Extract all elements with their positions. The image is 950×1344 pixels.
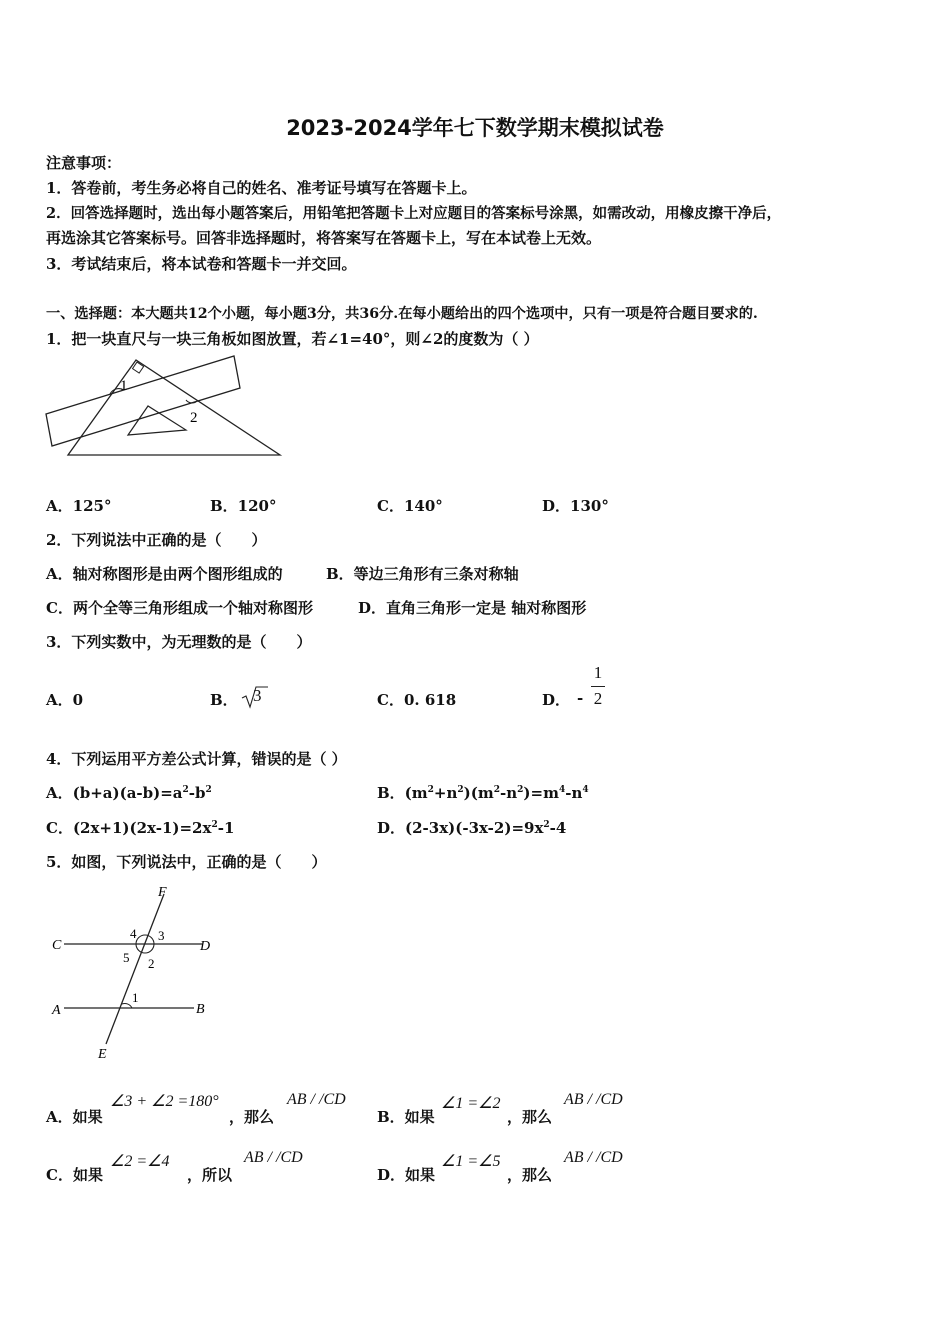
q5-option-d-label: D．如果 [377, 1166, 436, 1184]
q4-b-1: +n [433, 784, 458, 802]
angle-3-label: 3 [158, 928, 165, 943]
q5-option-a-label: A．如果 [46, 1108, 103, 1126]
q3-option-d-label: D． [542, 691, 571, 709]
parallel-lines-figure [44, 882, 224, 1067]
exponent: 2 [205, 785, 212, 795]
q4-a-mid: -b [188, 784, 206, 802]
question-2-stem: 2．下列说法中正确的是（ ） [46, 531, 267, 549]
q5-option-b-conclusion: AB / /CD [564, 1091, 623, 1108]
label-a: A [52, 1003, 61, 1018]
q3-option-c: C．0. 618 [377, 691, 457, 709]
question-4-stem: 4．下列运用平方差公式计算，错误的是（ ） [46, 750, 347, 768]
q4-d-post: -4 [549, 819, 567, 837]
exponent: 2 [493, 785, 501, 795]
q5-option-b-label: B．如果 [377, 1108, 435, 1126]
angle-2-label: 2 [148, 956, 155, 971]
fraction-bar [591, 686, 605, 687]
q4-c-pre: C．(2x+1)(2x-1)=2x [46, 819, 212, 837]
ruler-triangle-figure [40, 350, 290, 465]
q4-b-5: -n [565, 784, 583, 802]
q2-option-a: A．轴对称图形是由两个图形组成的 [46, 565, 283, 583]
q5-option-c-condition: ∠2 =∠4 [110, 1153, 170, 1170]
q5-option-d-then: ，那么 [507, 1166, 553, 1184]
q4-b-2: )(m [463, 784, 494, 802]
fraction-numerator: 1 [593, 663, 603, 682]
angle-4-label: 4 [130, 926, 137, 941]
q3-option-a: A．0 [46, 691, 84, 709]
exponent: 4 [558, 785, 566, 795]
exponent: 2 [211, 820, 218, 830]
q4-option-c [46, 817, 234, 838]
question-5-stem: 5．如图，下列说法中，正确的是（ ） [46, 853, 327, 871]
exponent: 4 [582, 785, 589, 795]
q4-b-4: )=m [523, 784, 559, 802]
exponent: 2 [543, 820, 550, 830]
q3-option-b-label: B． [210, 691, 238, 709]
label-e: E [98, 1047, 107, 1062]
exponent: 2 [457, 785, 464, 795]
notice-item-2a: 2．回答选择题时，选出每小题答案后，用铅笔把答题卡上对应题目的答案标号涂黑，如需改动，用橡皮擦干净后， [46, 205, 782, 222]
label-d: D [200, 939, 211, 954]
sqrt-radicand: 3 [253, 686, 262, 705]
label-f: F [158, 885, 167, 900]
exponent: 2 [182, 785, 189, 795]
q5-option-a-condition: ∠3 + ∠2 =180° [110, 1093, 219, 1110]
exponent: 2 [517, 785, 524, 795]
q1-option-d: D．130° [542, 497, 609, 515]
angle-1-label: 1 [120, 378, 128, 394]
question-3-stem: 3．下列实数中，为无理数的是（ ） [46, 633, 312, 651]
q5-option-a-conclusion: AB / /CD [287, 1091, 346, 1108]
q4-option-d [377, 817, 566, 838]
q1-option-b: B．120° [210, 497, 277, 515]
q2-option-b: B．等边三角形有三条对称轴 [326, 565, 519, 583]
question-1-stem: 1．把一块直尺与一块三角板如图放置，若∠1=40°，则∠2的度数为（ ） [46, 330, 539, 348]
exponent: 2 [427, 785, 434, 795]
q1-option-c: C．140° [377, 497, 443, 515]
page-title: 2023-2024学年七下数学期末模拟试卷 [286, 116, 664, 140]
notice-heading: 注意事项： [46, 154, 122, 172]
q4-c-post: -1 [217, 819, 235, 837]
angle-1-label: 1 [132, 990, 139, 1005]
q2-option-d: D．直角三角形一定是 轴对称图形 [358, 599, 587, 617]
q5-option-b-condition: ∠1 =∠2 [441, 1095, 501, 1112]
label-b: B [196, 1002, 205, 1017]
q5-option-d-conclusion: AB / /CD [564, 1149, 623, 1166]
q5-option-d-condition: ∠1 =∠5 [441, 1153, 501, 1170]
q4-option-b [377, 782, 589, 803]
q1-option-a: A．125° [46, 497, 112, 515]
section-heading: 一、选择题：本大题共12个小题，每小题3分，共36分.在每小题给出的四个选项中，只有一项是符合题目要求的. [46, 306, 758, 322]
angle-2-label: 2 [190, 410, 198, 426]
label-c: C [52, 938, 62, 953]
q2-option-c: C．两个全等三角形组成一个轴对称图形 [46, 599, 313, 617]
q4-d-pre: D．(2-3x)(-3x-2)=9x [377, 819, 544, 837]
q4-a-pre: A．(b+a)(a-b)=a [46, 784, 183, 802]
fraction-denominator: 2 [593, 689, 603, 708]
q5-option-b-then: ，那么 [507, 1108, 553, 1126]
q4-b-pre: B．(m [377, 784, 428, 802]
q5-option-c-conclusion: AB / /CD [244, 1149, 303, 1166]
q4-option-a [46, 782, 212, 803]
q3-option-d-sign: - [577, 689, 584, 707]
q5-option-c-so: ，所以 [187, 1166, 233, 1184]
notice-item-3: 3．考试结束后，将本试卷和答题卡一并交回。 [46, 255, 357, 273]
notice-item-2b: 再选涂其它答案标号。回答非选择题时，将答案写在答题卡上，写在本试卷上无效。 [46, 229, 602, 247]
q5-option-a-then: ，那么 [229, 1108, 275, 1126]
q5-option-c-label: C．如果 [46, 1166, 103, 1184]
q4-b-3: -n [500, 784, 518, 802]
angle-5-label: 5 [123, 950, 130, 965]
notice-item-1: 1．答卷前，考生务必将自己的姓名、准考证号填写在答题卡上。 [46, 179, 477, 197]
